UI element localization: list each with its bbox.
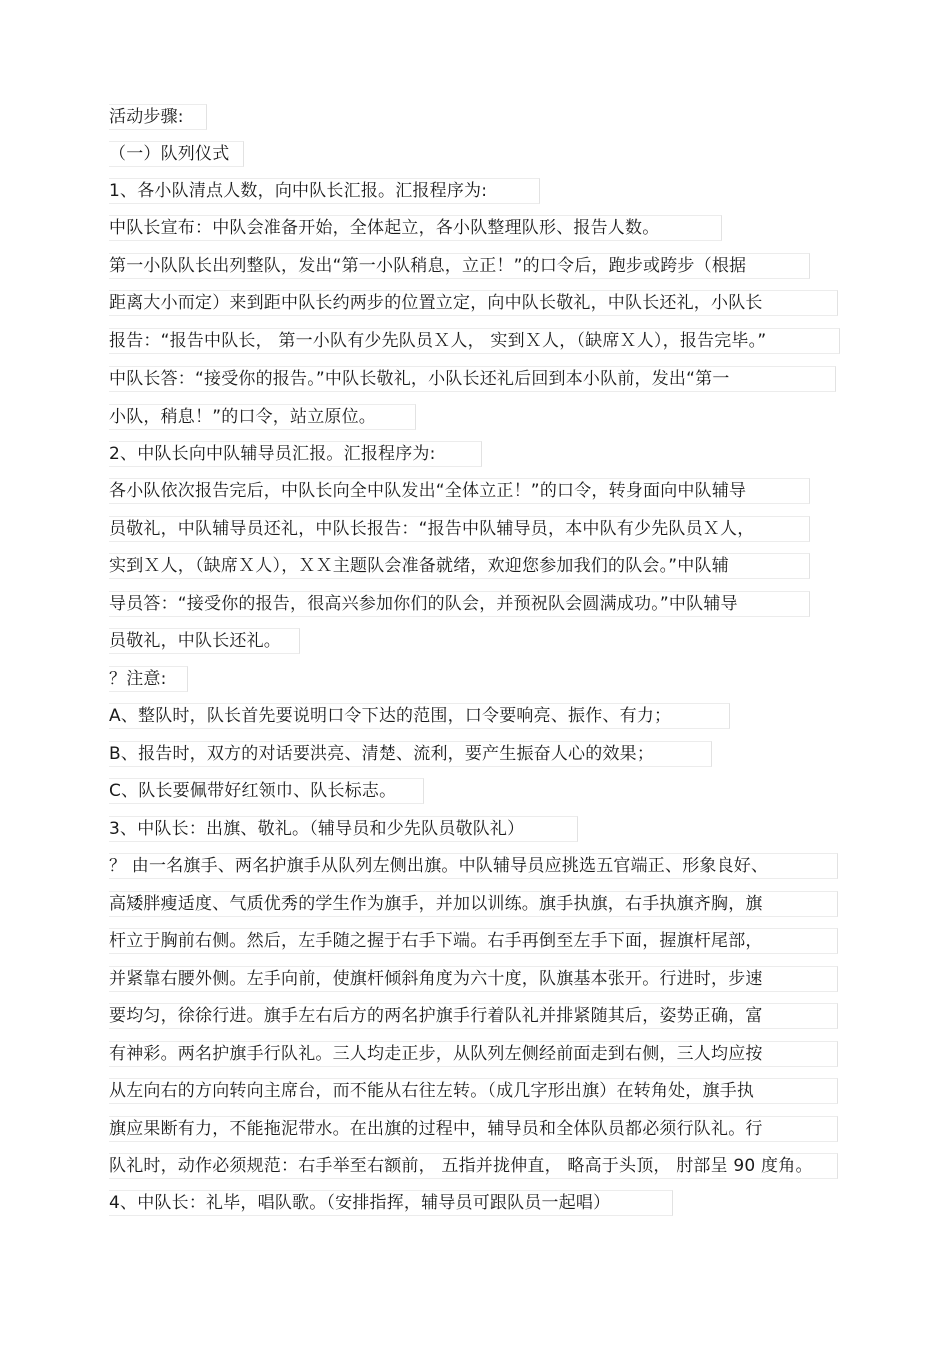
line-text: 3、中队长：出旗、敬礼。（辅导员和少先队员敬队礼） — [109, 819, 525, 839]
paragraph-line — [109, 1077, 754, 1105]
line-text: 距离大小而定）来到距中队长约两步的位置立定，向中队长敬礼，中队长还礼，小队长 — [109, 293, 763, 313]
paragraph-line — [109, 365, 730, 393]
line-text: 有神彩。两名护旗手行队礼。三人均走正步，从队列左侧经前面走到右侧，三人均应按 — [109, 1044, 763, 1064]
paragraph-line — [109, 440, 436, 468]
paragraph-line — [109, 852, 768, 880]
line-text: （一）队列仪式 — [109, 144, 230, 164]
paragraph-line — [109, 140, 229, 168]
paragraph-line — [109, 552, 729, 580]
paragraph-line — [109, 927, 763, 955]
paragraph-line — [109, 665, 167, 693]
paragraph-line — [109, 177, 487, 205]
line-text: 要均匀，徐徐行进。旗手左右后方的两名护旗手行着队礼并排紧随其后，姿势正确，富 — [109, 1006, 763, 1026]
paragraph-line — [109, 214, 659, 242]
line-text: 旗应果断有力，不能拖泥带水。在出旗的过程中，辅导员和全体队员都必须行队礼。行 — [109, 1119, 763, 1139]
paragraph-line — [109, 815, 524, 843]
paragraph-line — [109, 777, 396, 805]
paragraph-line — [109, 740, 654, 768]
paragraph-line — [109, 289, 763, 317]
line-text: ？ 由一名旗手、两名护旗手从队列左侧出旗。中队辅导员应挑选五官端正、形象良好、 — [109, 856, 769, 876]
line-text: 中队长答：“接受你的报告。”中队长敬礼，小队长还礼后回到本小队前，发出“第一 — [109, 369, 730, 389]
paragraph-line — [109, 702, 671, 730]
paragraph-line — [109, 965, 763, 993]
line-text: C、队长要佩带好红领巾、队长标志。 — [109, 781, 397, 801]
line-text: 第一小队队长出列整队，发出“第一小队稍息，立正！”的口令后，跑步或跨步（根据 — [109, 256, 747, 276]
paragraph-line — [109, 590, 738, 618]
paragraph-line — [109, 890, 763, 918]
paragraph-line — [109, 1040, 763, 1068]
line-text: 杆立于胸前右侧。然后，左手随之握于右手下端。右手再倒至左手下面，握旗杆尾部， — [109, 931, 763, 951]
line-text: 员敬礼，中队辅导员还礼，中队长报告：“报告中队辅导员，本中队有少先队员Ｘ人， — [109, 519, 755, 539]
line-text: 2、中队长向中队辅导员汇报。汇报程序为: — [109, 444, 436, 464]
line-text: 并紧靠右腰外侧。左手向前，使旗杆倾斜角度为六十度，队旗基本张开。行进时，步速 — [109, 969, 763, 989]
line-text: 员敬礼，中队长还礼。 — [109, 631, 281, 651]
line-text: 小队，稍息！”的口令，站立原位。 — [109, 407, 377, 427]
line-text: 高矮胖瘦适度、气质优秀的学生作为旗手，并加以训练。旗手执旗，右手执旗齐胸，旗 — [109, 894, 763, 914]
paragraph-line — [109, 1002, 763, 1030]
line-text: ？注意: — [109, 669, 167, 689]
line-text: 中队长宣布：中队会准备开始，全体起立，各小队整理队形、报告人数。 — [109, 218, 660, 238]
paragraph-line — [109, 327, 766, 355]
line-text: 队礼时，动作必须规范：右手举至右额前， 五指并拢伸直， 略高于头顶， 肘部呈 90 度角。 — [109, 1156, 813, 1176]
paragraph-line — [109, 515, 754, 543]
line-text: 实到Ｘ人，（缺席Ｘ人），ＸＸ主题队会准备就绪，欢迎您参加我们的队会。”中队辅 — [109, 556, 729, 576]
line-text: A、整队时，队长首先要说明口令下达的范围，口令要响亮、振作、有力； — [109, 706, 672, 726]
paragraph-line — [109, 627, 281, 655]
paragraph-line — [109, 477, 746, 505]
line-text: 导员答：“接受你的报告，很高兴参加你们的队会，并预祝队会圆满成功。”中队辅导 — [109, 594, 738, 614]
line-text: 活动步骤: — [109, 107, 184, 127]
paragraph-line — [109, 1115, 763, 1143]
paragraph-line — [109, 403, 376, 431]
paragraph-line — [109, 103, 184, 131]
line-text: B、报告时，双方的对话要洪亮、清楚、流利，要产生振奋人心的效果； — [109, 744, 655, 764]
line-text: 报告：“报告中队长， 第一小队有少先队员Ｘ人， 实到Ｘ人，（缺席Ｘ人），报告完毕。” — [109, 331, 767, 351]
line-text: 1、各小队清点人数，向中队长汇报。汇报程序为: — [109, 181, 488, 201]
line-text: 4、中队长：礼毕，唱队歌。（安排指挥，辅导员可跟队员一起唱） — [109, 1193, 611, 1213]
line-text: 从左向右的方向转向主席台，而不能从右往左转。（成几字形出旗）在转角处，旗手执 — [109, 1081, 755, 1101]
line-text: 各小队依次报告完后，中队长向全中队发出“全体立正！”的口令，转身面向中队辅导 — [109, 481, 747, 501]
paragraph-line — [109, 252, 746, 280]
paragraph-line — [109, 1189, 610, 1217]
paragraph-line — [109, 1152, 813, 1180]
